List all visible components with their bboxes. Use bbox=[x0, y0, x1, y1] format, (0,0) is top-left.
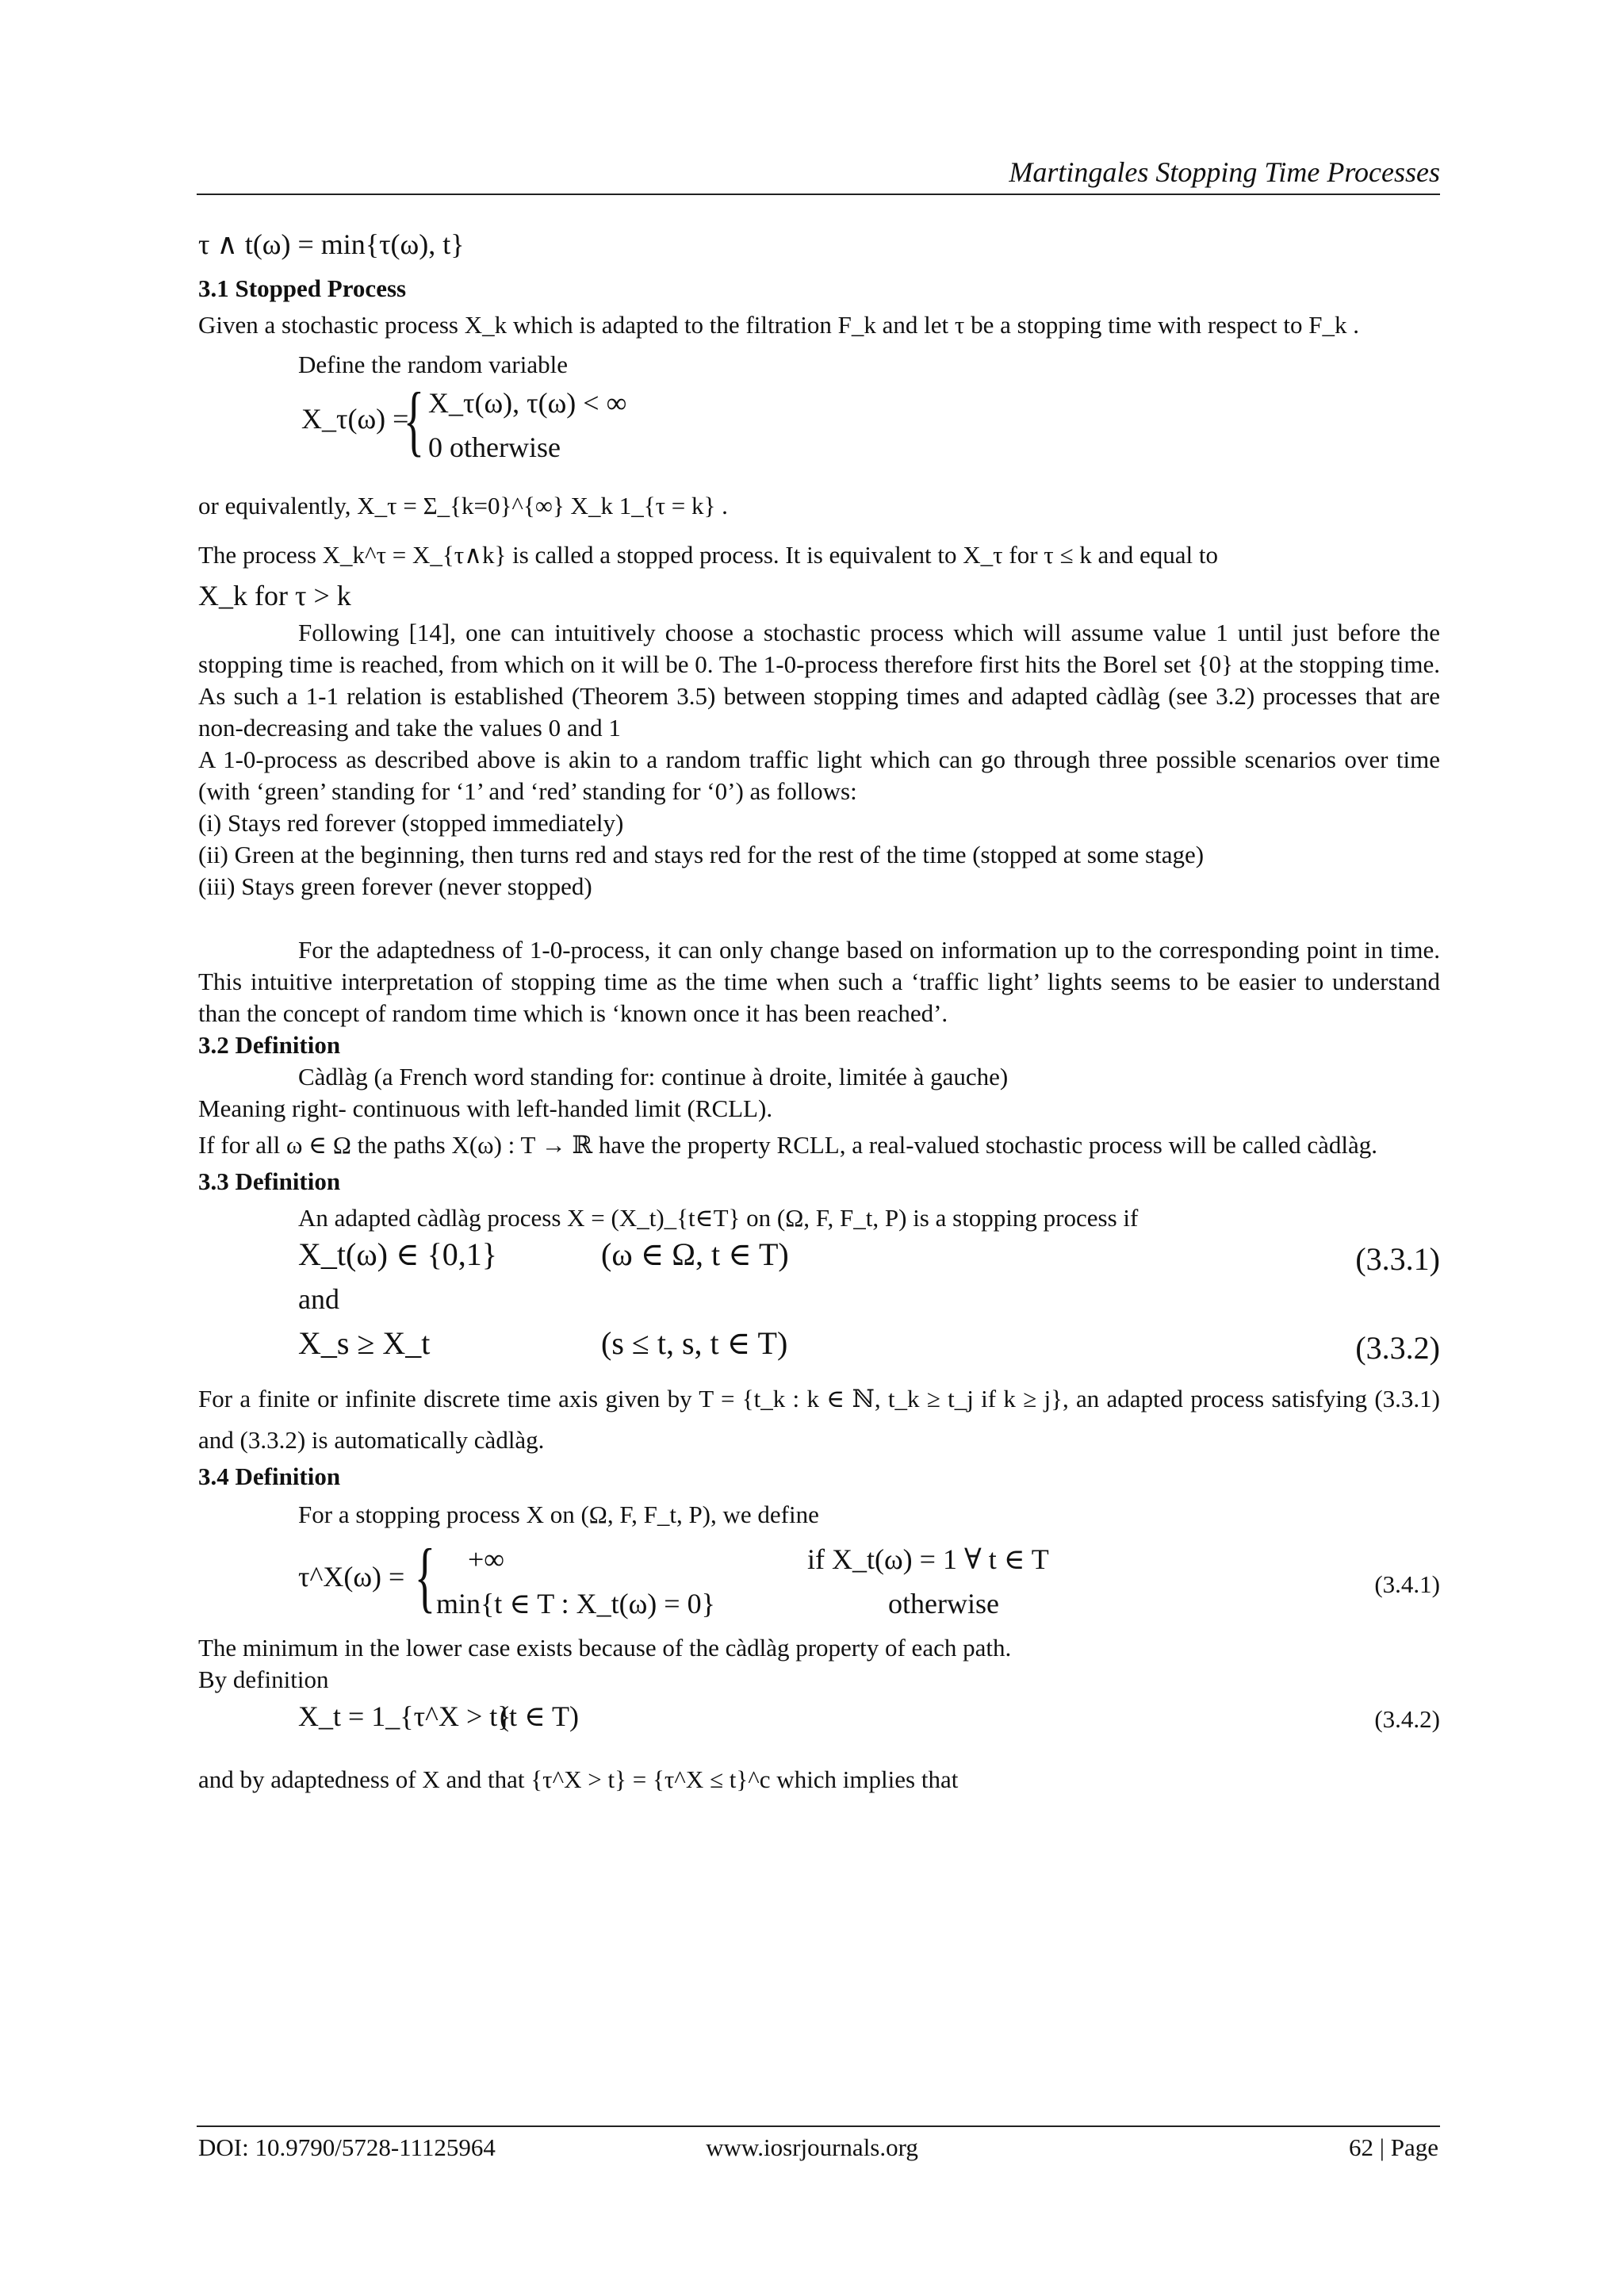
case-value-2: min{t ∈ T : X_t(ω) = 0} bbox=[436, 1588, 715, 1619]
equation-3-3-2 bbox=[198, 1325, 1440, 1378]
equation-number: (3.4.2) bbox=[1374, 1705, 1440, 1733]
footer-page-number: 62 | Page bbox=[1349, 2133, 1438, 2161]
list-item: (ii) Green at the beginning, then turns red and stays red for the rest of the time (stopped at some stage) bbox=[198, 841, 1205, 868]
paragraph-following-14: Following [14], one can intuitively choose a stochastic process which will assume value 1 until just before the stopping time is reached, from which on it will be 0. The 1-0-process therefore first hits the Borel set {0} at the stopping time. As such a 1-1 relation is established (Theorem 3.5) between stopping times and adapted càdlàg (see 3.2) processes that are non-decreasing and take the values 0 and 1 bbox=[198, 619, 1440, 742]
equation-lhs: X_τ(ω) = bbox=[301, 403, 409, 435]
paragraph-stopped-process: The process X_k^τ = X_{τ∧k} is called a stopped process. It is equivalent to X_τ for τ ≤ k and equal to bbox=[198, 541, 1218, 569]
list-item: (i) Stays red forever (stopped immediately) bbox=[198, 809, 624, 837]
equation-lhs: X_s ≥ X_t bbox=[298, 1325, 431, 1361]
section-heading-3-4: 3.4 Definition bbox=[198, 1462, 341, 1490]
equation-number: (3.3.2) bbox=[1355, 1330, 1440, 1366]
scenario-list bbox=[198, 807, 1440, 903]
case-row-1: X_τ(ω), τ(ω) < ∞ bbox=[428, 387, 627, 419]
section-heading-3-2: 3.2 Definition bbox=[198, 1031, 341, 1059]
rcll-meaning: Meaning right- continuous with left-handed limit (RCLL). bbox=[198, 1094, 773, 1122]
equation-condition: (t ∈ T) bbox=[500, 1700, 579, 1732]
section-heading-3-1: 3.1 Stopped Process bbox=[198, 274, 407, 302]
equation-min: τ ∧ t(ω) = min{τ(ω), t} bbox=[198, 228, 465, 260]
equation-condition: (ω ∈ Ω, t ∈ T) bbox=[601, 1236, 789, 1272]
equation-condition: (s ≤ t, s, t ∈ T) bbox=[601, 1325, 788, 1361]
page-content bbox=[198, 208, 1440, 1803]
footer-rule bbox=[197, 2125, 1440, 2127]
paragraph-by-definition: By definition bbox=[198, 1665, 329, 1693]
paragraph-adaptedness: For the adaptedness of 1-0-process, it can only change based on information up to the corresponding point in time. This intuitive interpretation of stopping time as the time when such a ‘traffic light’ lights seems to be easier to understand than the concept of random time which is ‘known once it has been reached’. bbox=[198, 936, 1440, 1027]
brace-glyph: { bbox=[414, 1532, 436, 1620]
case-condition-2: otherwise bbox=[888, 1588, 999, 1619]
equation-lhs: X_t(ω) ∈ {0,1} bbox=[298, 1236, 497, 1272]
equation-cases-stopped bbox=[301, 376, 1440, 476]
equation-lhs: X_t = 1_{τ^X > t} bbox=[298, 1700, 511, 1732]
paragraph-stopped-intro: Given a stochastic process X_k which is adapted to the filtration F_k and let τ be a stopping time with respect to F_k . bbox=[198, 311, 1359, 339]
footer-doi: DOI: 10.9790/5728-11125964 bbox=[198, 2133, 496, 2161]
cadlag-definition: Càdlàg (a French word standing for: continue à droite, limitée à gauche) bbox=[298, 1063, 1009, 1091]
header-rule bbox=[197, 194, 1440, 195]
paragraph-stopped-process-cont: X_k for τ > k bbox=[198, 580, 351, 611]
case-condition-1: if X_t(ω) = 1 ∀ t ∈ T bbox=[807, 1543, 1049, 1575]
equation-3-3-1 bbox=[198, 1236, 1440, 1283]
paragraph-stopping-process-define: For a stopping process X on (Ω, F, F_t, P), we define bbox=[298, 1501, 819, 1528]
equation-3-4-2 bbox=[198, 1696, 1440, 1756]
paragraph-stopping-process-intro: An adapted càdlàg process X = (X_t)_{t∈T} on (Ω, F, F_t, P) is a stopping process if bbox=[298, 1204, 1139, 1232]
paragraph-adaptedness-implies: and by adaptedness of X and that {τ^X > t} = {τ^X ≤ t}^c which implies that bbox=[198, 1765, 959, 1793]
equation-and bbox=[198, 1283, 1440, 1328]
section-heading-3-3: 3.3 Definition bbox=[198, 1167, 341, 1195]
paragraph-discrete-time-axis: For a finite or infinite discrete time axis given by T = {t_k : k ∈ ℕ, t_k ≥ t_j if k ≥ j}, an adapted process satisfying (3.3.1) and (3.3.2) is automatically càdlàg. bbox=[198, 1385, 1440, 1454]
equation-number: (3.3.1) bbox=[1355, 1241, 1440, 1277]
equation-number: (3.4.1) bbox=[1374, 1570, 1440, 1598]
case-value-1: +∞ bbox=[468, 1543, 504, 1575]
brace-glyph: { bbox=[403, 376, 425, 464]
footer-site: www.iosrjournals.org bbox=[706, 2133, 918, 2161]
paragraph-cadlag-paths: If for all ω ∈ Ω the paths X(ω) : T → ℝ have the property RCLL, a real-valued stochastic process will be called càdlàg. bbox=[198, 1131, 1378, 1159]
case-row-2: 0 otherwise bbox=[428, 431, 561, 463]
conjunction-text: and bbox=[298, 1283, 339, 1315]
paragraph-minimum-exists: The minimum in the lower case exists because of the càdlàg property of each path. bbox=[198, 1634, 1012, 1662]
list-item: (iii) Stays green forever (never stopped) bbox=[198, 872, 592, 900]
paragraph-define-rv: Define the random variable bbox=[298, 351, 568, 378]
equation-lhs: τ^X(ω) = bbox=[298, 1561, 405, 1593]
equation-3-4-1 bbox=[198, 1532, 1440, 1632]
equation-equivalently: or equivalently, X_τ = Σ_{k=0}^{∞} X_k 1_{τ = k} . bbox=[198, 492, 728, 519]
paragraph-traffic-light: A 1-0-process as described above is akin to a random traffic light which can go through three possible scenarios over time (with ‘green’ standing for ‘1’ and ‘red’ standing for ‘0’) as follows: bbox=[198, 746, 1440, 805]
running-header: Martingales Stopping Time Processes bbox=[1009, 156, 1440, 188]
